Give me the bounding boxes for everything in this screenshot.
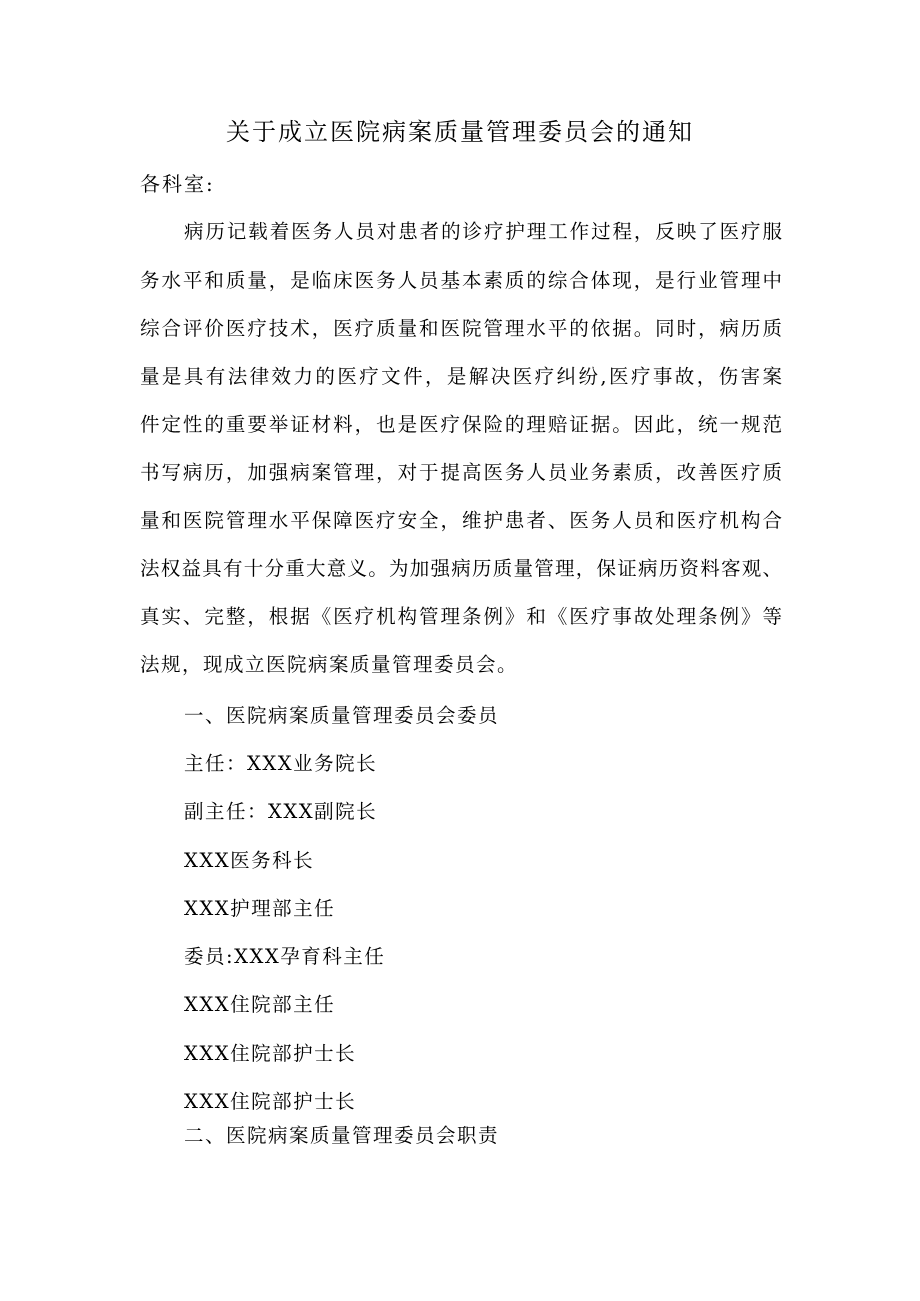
salutation: 各科室: <box>140 172 215 196</box>
paragraph-line: 务水平和质量，是临床医务人员基本素质的综合体现，是行业管理中 <box>140 269 782 292</box>
paragraph-line: 综合评价医疗技术，医疗质量和医院管理水平的依据。同时，病历质 <box>140 317 782 340</box>
paragraph-line: 件定性的重要举证材料，也是医疗保险的理赔证据。因此，统一规范 <box>140 413 782 436</box>
member-item: XXX住院部护士长 <box>184 1042 357 1065</box>
member-item: XXX住院部主任 <box>184 993 336 1016</box>
member-item: 副主任：XXX副院长 <box>184 800 378 823</box>
section-heading-duties: 二、医院病案质量管理委员会职责 <box>184 1124 500 1147</box>
paragraph-line: 法规，现成立医院病案质量管理委员会。 <box>140 653 519 676</box>
member-item: 委员:XXX孕育科主任 <box>184 945 386 968</box>
member-item: XXX住院部护士长 <box>184 1090 357 1113</box>
member-item: 主任：XXX业务院长 <box>184 752 378 775</box>
paragraph-line: 病历记载着医务人员对患者的诊疗护理工作过程，反映了医疗服 <box>184 220 782 243</box>
member-item: XXX医务科长 <box>184 849 315 872</box>
paragraph-line: 书写病历，加强病案管理，对于提高医务人员业务素质，改善医疗质 <box>140 461 782 484</box>
section-heading-members: 一、医院病案质量管理委员会委员 <box>184 704 500 727</box>
paragraph-line: 量和医院管理水平保障医疗安全，维护患者、医务人员和医疗机构合 <box>140 509 782 532</box>
paragraph-line: 法权益具有十分重大意义。为加强病历质量管理，保证病历资料客观、 <box>140 557 782 580</box>
member-item: XXX护理部主任 <box>184 897 336 920</box>
paragraph-line: 量是具有法律效力的医疗文件，是解决医疗纠纷,医疗事故，伤害案 <box>140 365 782 388</box>
document-title: 关于成立医院病案质量管理委员会的通知 <box>226 118 694 146</box>
paragraph-line: 真实、完整，根据《医疗机构管理条例》和《医疗事故处理条例》等 <box>140 605 782 628</box>
